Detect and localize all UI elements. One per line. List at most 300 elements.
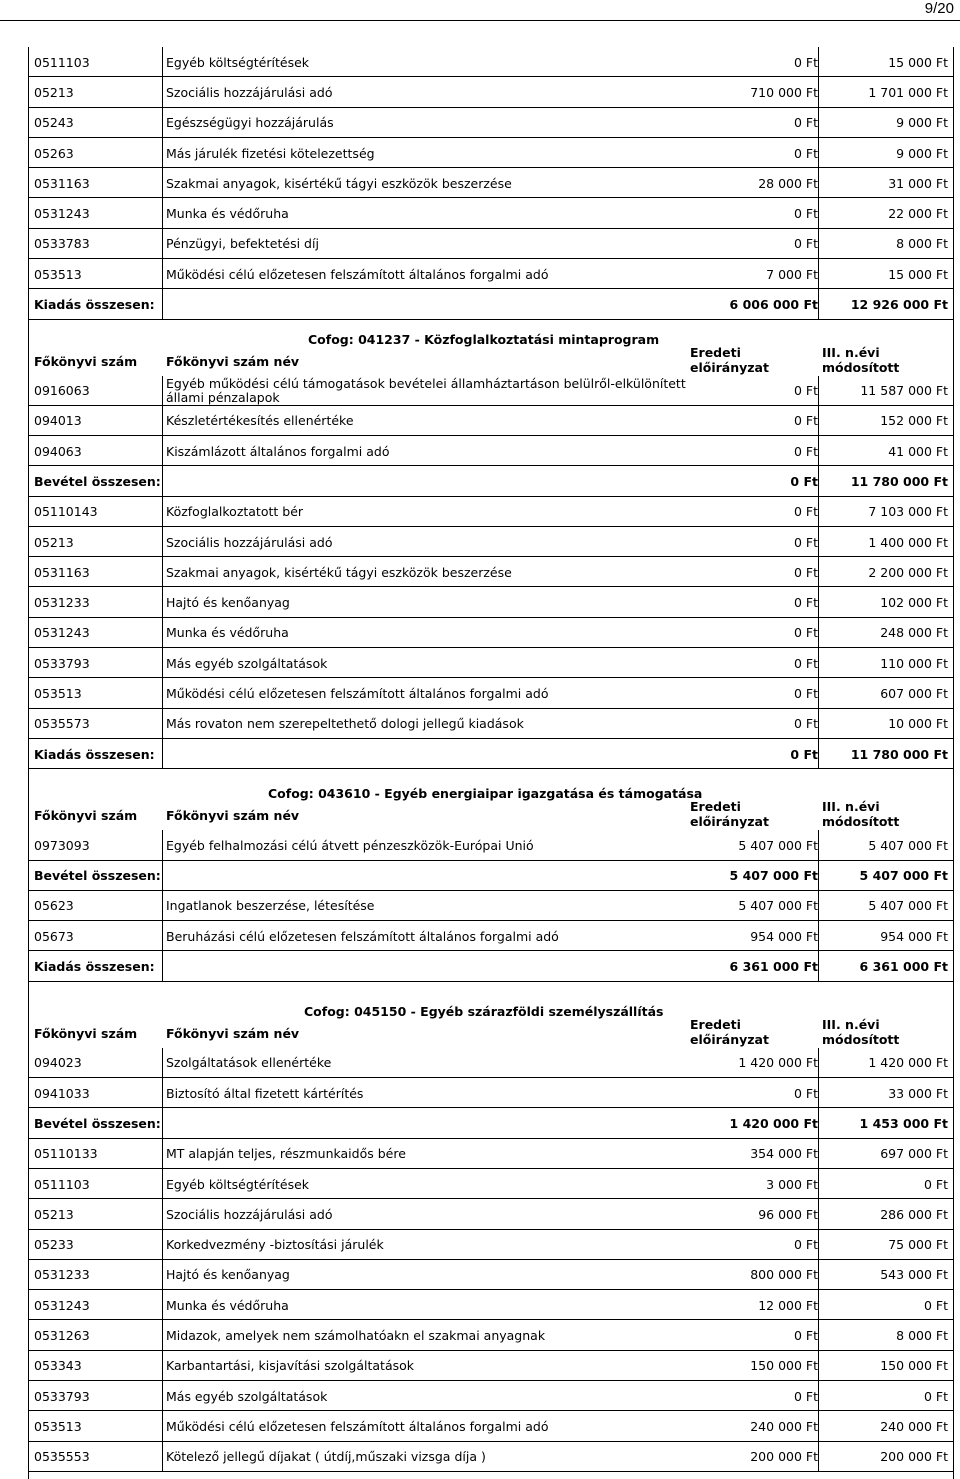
table-row [28,198,954,228]
column-divider [818,47,819,76]
column-divider [162,406,163,435]
account-name: Pénzügyi, befektetési díj [166,236,319,252]
column-divider [162,1290,163,1319]
table-row [28,1351,954,1381]
account-code: 053513 [34,266,82,282]
account-code: 053513 [34,1418,82,1434]
table-row [28,557,954,587]
table-row [28,921,954,951]
column-divider [162,1230,163,1259]
original-appropriation: 0 Ft [793,534,818,550]
table-row [28,168,954,198]
account-name: MT alapján teljes, részmunkaidős bére [166,1146,406,1162]
account-name: Szociális hozzájárulási adó [166,84,333,100]
original-appropriation: 0 Ft [793,443,818,459]
modified-appropriation: 22 000 Ft [888,206,948,222]
modified-appropriation: 33 000 Ft [888,1085,948,1101]
column-divider [818,1108,819,1137]
original-appropriation: 0 Ft [793,145,818,161]
original-appropriation: 0 Ft [793,383,818,399]
table-row [28,891,954,921]
modified-appropriation: 9 000 Ft [896,115,948,131]
total-row [28,739,954,769]
modified-appropriation: 607 000 Ft [880,685,948,701]
account-name: Egészségügyi hozzájárulás [166,115,334,131]
column-divider [818,1381,819,1410]
modified-appropriation: 6 361 000 Ft [859,959,948,975]
account-name: Közfoglalkoztatott bér [166,504,304,520]
table-row [28,1411,954,1441]
column-divider [162,830,163,859]
column-divider [162,1169,163,1198]
column-divider [162,376,163,405]
account-code: 05110133 [34,1146,98,1162]
header-modified: III. n.évi módosított [822,344,900,375]
column-divider [818,1199,819,1228]
modified-appropriation: 15 000 Ft [888,54,948,70]
account-name: Egyéb működési célú támogatások bevételei államháztartáson belülről-elkülönített állami pénzalapok [166,375,686,405]
original-appropriation: 150 000 Ft [750,1358,818,1374]
original-appropriation: 3 000 Ft [766,1176,818,1192]
column-divider [818,138,819,167]
column-divider [818,1078,819,1107]
original-appropriation: 7 000 Ft [766,266,818,282]
page-number: 9/20 [924,0,954,17]
modified-appropriation: 240 000 Ft [880,1418,948,1434]
modified-appropriation: 0 Ft [923,1297,948,1313]
modified-appropriation: 150 000 Ft [880,1358,948,1374]
original-appropriation: 12 000 Ft [758,1297,818,1313]
column-divider [162,1199,163,1228]
account-code: Bevétel összesen: [34,868,161,884]
column-divider [162,436,163,465]
account-name: Korkedvezmény -biztosítási járulék [166,1237,384,1253]
account-code: 05623 [34,898,74,914]
table-row [28,108,954,138]
account-name: Szakmai anyagok, kisértékű tágyi eszközök beszerzése [166,175,512,191]
original-appropriation: 0 Ft [793,595,818,611]
table-row [28,259,954,289]
original-appropriation: 240 000 Ft [750,1418,818,1434]
header-modified: III. n.évi módosított [822,1016,900,1047]
column-divider [162,466,163,495]
total-row [28,466,954,496]
column-divider [162,587,163,616]
section-header [28,320,954,376]
table-row [28,587,954,617]
header-account-name: Főkönyvi szám név [166,353,300,369]
column-divider [818,891,819,920]
account-code: 0941033 [34,1085,90,1101]
modified-appropriation: 15 000 Ft [888,266,948,282]
column-divider [162,891,163,920]
account-name: Szociális hozzájárulási adó [166,534,333,550]
account-code: Bevétel összesen: [34,473,161,489]
column-divider [162,921,163,950]
account-code: 05213 [34,84,74,100]
account-name [166,951,686,981]
account-code: 053343 [34,1358,82,1374]
column-divider [162,1108,163,1137]
original-appropriation: 0 Ft [793,54,818,70]
table-row [28,1442,954,1472]
header-rule [0,20,960,21]
column-divider [162,648,163,677]
account-code: 0533783 [34,236,90,252]
total-row [28,951,954,981]
column-divider [162,289,163,318]
account-code: 0531233 [34,1267,90,1283]
column-divider [818,587,819,616]
column-divider [818,527,819,556]
account-name: Működési célú előzetesen felszámított általános forgalmi adó [166,685,549,701]
modified-appropriation: 110 000 Ft [880,655,948,671]
original-appropriation: 0 Ft [793,1328,818,1344]
table-row [28,678,954,708]
modified-appropriation: 286 000 Ft [880,1206,948,1222]
account-code: 05213 [34,534,74,550]
column-divider [818,1351,819,1380]
table-row [28,1230,954,1260]
account-name: Munka és védőruha [166,1297,289,1313]
account-name [166,861,686,891]
modified-appropriation: 12 926 000 Ft [850,297,948,313]
account-name [166,1108,686,1138]
account-code: 0916063 [34,383,90,399]
table-row [28,497,954,527]
column-divider [818,259,819,288]
column-divider [162,497,163,526]
budget-table [28,47,954,1472]
account-code: 0535553 [34,1449,90,1465]
modified-appropriation: 11 587 000 Ft [860,383,948,399]
modified-appropriation: 5 407 000 Ft [868,837,948,853]
column-divider [162,1139,163,1168]
column-divider [818,1320,819,1349]
modified-appropriation: 11 780 000 Ft [850,473,948,489]
original-appropriation: 354 000 Ft [750,1146,818,1162]
column-divider [818,1048,819,1077]
column-divider [818,921,819,950]
table-row [28,1078,954,1108]
account-code: 094063 [34,443,82,459]
account-code: 0531163 [34,564,90,580]
account-code: 05110143 [34,504,98,520]
column-divider [162,618,163,647]
modified-appropriation: 697 000 Ft [880,1146,948,1162]
account-code: 05233 [34,1237,74,1253]
account-code: 0531263 [34,1328,90,1344]
column-divider [162,861,163,890]
account-name: Hajtó és kenőanyag [166,595,290,611]
original-appropriation: 0 Ft [793,1237,818,1253]
section-header [28,769,954,830]
modified-appropriation: 102 000 Ft [880,595,948,611]
original-appropriation: 0 Ft [793,655,818,671]
column-divider [162,739,163,768]
account-code: 053513 [34,685,82,701]
column-divider [818,1230,819,1259]
account-name: Munka és védőruha [166,206,289,222]
table-row [28,77,954,107]
original-appropriation: 0 Ft [790,746,818,762]
account-name: Egyéb költségtérítések [166,1176,310,1192]
header-account-code: Főkönyvi szám [34,1025,138,1041]
modified-appropriation: 31 000 Ft [888,175,948,191]
column-divider [162,1078,163,1107]
modified-appropriation: 0 Ft [923,1176,948,1192]
section-title: Cofog: 041237 - Közfoglalkoztatási mintaprogram [308,331,660,347]
modified-appropriation: 8 000 Ft [896,1328,948,1344]
account-name: Kötelező jellegű díjakat ( útdíj,műszaki vizsga díja ) [166,1449,486,1465]
original-appropriation: 0 Ft [793,504,818,520]
column-divider [162,1381,163,1410]
original-appropriation: 0 Ft [793,206,818,222]
table-row [28,830,954,860]
modified-appropriation: 1 420 000 Ft [868,1055,948,1071]
column-divider [818,466,819,495]
column-divider [818,678,819,707]
account-code: 094023 [34,1055,82,1071]
modified-appropriation: 1 453 000 Ft [859,1115,948,1131]
column-divider [818,618,819,647]
modified-appropriation: 41 000 Ft [888,443,948,459]
column-divider [162,1442,163,1471]
original-appropriation: 1 420 000 Ft [729,1115,818,1131]
account-code: 05263 [34,145,74,161]
original-appropriation: 96 000 Ft [758,1206,818,1222]
table-row [28,618,954,648]
account-name: Más rovaton nem szerepeltethető dologi jellegű kiadások [166,716,524,732]
account-name: Ingatlanok beszerzése, létesítése [166,898,375,914]
column-divider [818,406,819,435]
table-row [28,138,954,168]
original-appropriation: 800 000 Ft [750,1267,818,1283]
table-row [28,1169,954,1199]
column-divider [818,1411,819,1440]
account-code: Kiadás összesen: [34,959,155,975]
account-name: Midazok, amelyek nem számolhatóakn el szakmai anyagnak [166,1328,546,1344]
column-divider [162,1320,163,1349]
original-appropriation: 6 361 000 Ft [729,959,818,975]
column-divider [818,289,819,318]
modified-appropriation: 543 000 Ft [880,1267,948,1283]
column-divider [818,376,819,405]
column-divider [818,951,819,980]
account-code: 05213 [34,1206,74,1222]
original-appropriation: 0 Ft [790,473,818,489]
column-divider [818,739,819,768]
original-appropriation: 954 000 Ft [750,928,818,944]
original-appropriation: 5 407 000 Ft [738,837,818,853]
account-name [166,739,686,769]
original-appropriation: 0 Ft [793,1085,818,1101]
column-divider [818,557,819,586]
account-code: 05243 [34,115,74,131]
column-divider [162,951,163,980]
account-name: Kiszámlázott általános forgalmi adó [166,443,390,459]
modified-appropriation: 7 103 000 Ft [868,504,948,520]
header-account-name: Főkönyvi szám név [166,808,300,824]
column-divider [162,108,163,137]
table-row [28,1320,954,1350]
column-divider [818,77,819,106]
original-appropriation: 710 000 Ft [750,84,818,100]
account-code: 0533793 [34,655,90,671]
account-code: 0531163 [34,175,90,191]
account-code: 0511103 [34,1176,90,1192]
table-row [28,1199,954,1229]
original-appropriation: 0 Ft [793,564,818,580]
table-row [28,406,954,436]
original-appropriation: 0 Ft [793,115,818,131]
column-divider [162,557,163,586]
account-code: 0511103 [34,54,90,70]
original-appropriation: 0 Ft [793,685,818,701]
account-name: Beruházási célú előzetesen felszámított általános forgalmi adó [166,928,559,944]
account-code: 0973093 [34,837,90,853]
column-divider [818,1290,819,1319]
modified-appropriation: 8 000 Ft [896,236,948,252]
account-name: Hajtó és kenőanyag [166,1267,290,1283]
account-code: 05673 [34,928,74,944]
column-divider [162,527,163,556]
column-divider [818,1442,819,1471]
account-name: Szociális hozzájárulási adó [166,1206,333,1222]
original-appropriation: 0 Ft [793,413,818,429]
modified-appropriation: 152 000 Ft [880,413,948,429]
total-row [28,289,954,319]
column-divider [162,47,163,76]
modified-appropriation: 200 000 Ft [880,1449,948,1465]
original-appropriation: 0 Ft [793,716,818,732]
account-name: Működési célú előzetesen felszámított általános forgalmi adó [166,1418,549,1434]
original-appropriation: 0 Ft [793,625,818,641]
account-name: Más járulék fizetési kötelezettség [166,145,375,161]
table-row [28,648,954,678]
account-name: Működési célú előzetesen felszámított általános forgalmi adó [166,266,549,282]
account-name [166,466,686,496]
modified-appropriation: 248 000 Ft [880,625,948,641]
column-divider [162,77,163,106]
column-divider [818,229,819,258]
account-name: Más egyéb szolgáltatások [166,1388,328,1404]
column-divider [818,648,819,677]
original-appropriation: 0 Ft [793,236,818,252]
modified-appropriation: 954 000 Ft [880,928,948,944]
column-divider [162,138,163,167]
table-row [28,527,954,557]
account-name: Munka és védőruha [166,625,289,641]
account-code: Kiadás összesen: [34,297,155,313]
column-divider [162,1260,163,1289]
table-row [28,709,954,739]
modified-appropriation: 75 000 Ft [888,1237,948,1253]
column-divider [818,497,819,526]
header-original: Eredeti előirányzat [690,1016,769,1047]
account-name: Szolgáltatások ellenértéke [166,1055,332,1071]
account-code: Bevétel összesen: [34,1115,161,1131]
total-row [28,861,954,891]
column-divider [162,259,163,288]
section-title: Cofog: 043610 - Egyéb energiaipar igazgatása és támogatása [268,786,703,802]
column-divider [162,709,163,738]
original-appropriation: 28 000 Ft [758,175,818,191]
original-appropriation: 6 006 000 Ft [729,297,818,313]
header-modified: III. n.évi módosított [822,799,900,830]
column-divider [818,830,819,859]
account-code: 0531243 [34,206,90,222]
modified-appropriation: 0 Ft [923,1388,948,1404]
column-divider [818,1260,819,1289]
modified-appropriation: 1 701 000 Ft [868,84,948,100]
account-code: 094013 [34,413,82,429]
header-account-code: Főkönyvi szám [34,353,138,369]
account-code: 0531243 [34,1297,90,1313]
account-name: Karbantartási, kisjavítási szolgáltatások [166,1358,415,1374]
original-appropriation: 200 000 Ft [750,1449,818,1465]
table-row [28,436,954,466]
modified-appropriation: 10 000 Ft [888,716,948,732]
table-row [28,229,954,259]
account-code: Kiadás összesen: [34,746,155,762]
column-divider [162,168,163,197]
account-code: 0531243 [34,625,90,641]
modified-appropriation: 11 780 000 Ft [850,746,948,762]
section-header [28,982,954,1048]
column-divider [818,168,819,197]
original-appropriation: 1 420 000 Ft [738,1055,818,1071]
column-divider [818,108,819,137]
original-appropriation: 0 Ft [793,1388,818,1404]
header-account-code: Főkönyvi szám [34,808,138,824]
account-name: Szakmai anyagok, kisértékű tágyi eszközök beszerzése [166,564,512,580]
column-divider [162,1048,163,1077]
column-divider [818,1169,819,1198]
original-appropriation: 5 407 000 Ft [738,898,818,914]
modified-appropriation: 5 407 000 Ft [859,868,948,884]
table-row [28,1381,954,1411]
table-row [28,1290,954,1320]
column-divider [162,678,163,707]
modified-appropriation: 9 000 Ft [896,145,948,161]
header-original: Eredeti előirányzat [690,799,769,830]
column-divider [818,709,819,738]
account-name: Egyéb költségtérítések [166,54,310,70]
table-row [28,376,954,406]
table-row [28,1260,954,1290]
header-original: Eredeti előirányzat [690,344,769,375]
account-name: Készletértékesítés ellenértéke [166,413,354,429]
column-divider [818,198,819,227]
original-appropriation: 5 407 000 Ft [729,868,818,884]
table-row [28,1048,954,1078]
column-divider [162,198,163,227]
account-code: 0535573 [34,716,90,732]
account-code: 0533793 [34,1388,90,1404]
header-account-name: Főkönyvi szám név [166,1025,300,1041]
column-divider [818,861,819,890]
account-name: Más egyéb szolgáltatások [166,655,328,671]
column-divider [162,1351,163,1380]
section-title: Cofog: 045150 - Egyéb szárazföldi személyszállítás [304,1003,664,1019]
table-row [28,47,954,77]
account-name: Biztosító által fizetett kártérítés [166,1085,364,1101]
column-divider [162,1411,163,1440]
account-name [166,289,686,319]
modified-appropriation: 1 400 000 Ft [868,534,948,550]
table-row [28,1139,954,1169]
